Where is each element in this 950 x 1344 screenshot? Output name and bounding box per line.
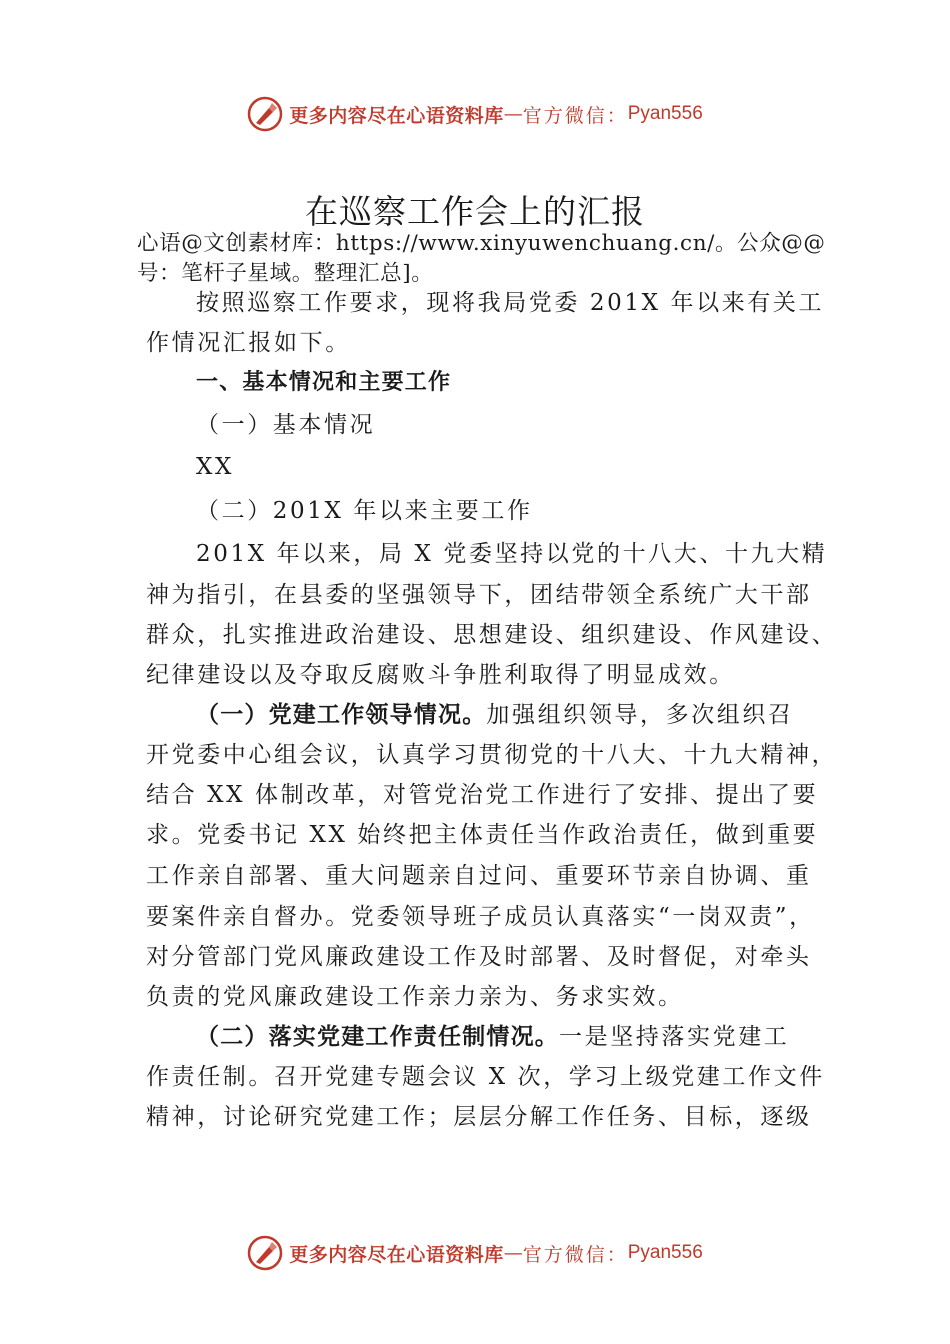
pen-nib-logo-icon [247, 1235, 283, 1271]
paragraph-line: 纪律建设以及夺取反腐败斗争胜利取得了明显成效。 [146, 662, 735, 688]
paragraph-line: 神为指引，在县委的坚强领导下，团结带领全系统广大干部 [146, 582, 812, 608]
paragraph-line: 精神，讨论研究党建工作；层层分解工作任务、目标，逐级 [146, 1104, 812, 1130]
intro-paragraph-line: 作情况汇报如下。 [146, 330, 351, 356]
paragraph-line: 开党委中心组会议，认真学习贯彻党的十八大、十九大精神， [146, 742, 838, 768]
subsection-heading: （一）基本情况 [196, 412, 376, 438]
document-title: 在巡察工作会上的汇报 [305, 192, 645, 231]
paragraph-line: 要案件亲自督办。党委领导班子成员认真落实“一岗双责”， [146, 904, 815, 930]
paragraph-bold-lead: （二）落实党建工作责任制情况。 [196, 1024, 559, 1050]
banner-separator: — [503, 1242, 523, 1264]
source-note-line: 心语@文创素材库：https://www.xinyuwenchuang.cn/。公众@@ [137, 231, 826, 256]
intro-paragraph-line: 按照巡察工作要求，现将我局党委 201X 年以来有关工 [196, 290, 825, 316]
banner-separator: — [503, 103, 523, 125]
banner-main-text: 更多内容尽在心语资料库 [289, 1243, 504, 1266]
header-watermark-banner [0, 94, 950, 134]
paragraph-line: 负责的党风廉政建设工作亲力亲为、务求实效。 [146, 984, 684, 1010]
banner-main-text: 更多内容尽在心语资料库 [289, 104, 504, 127]
paragraph-line: 201X 年以来，局 X 党委坚持以党的十八大、十九大精 [196, 541, 828, 567]
paragraph-text: 一是坚持落实党建工 [559, 1024, 790, 1050]
paragraph-line: 对分管部门党风廉政建设工作及时部署、及时督促，对牵头 [146, 944, 812, 970]
paragraph-bold-lead: （一）党建工作领导情况。 [196, 702, 487, 728]
paragraph-line [196, 1022, 789, 1052]
subsection-heading: （二）201X 年以来主要工作 [196, 498, 533, 524]
paragraph-line: 求。党委书记 XX 始终把主体责任当作政治责任，做到重要 [146, 822, 819, 848]
banner-wechat-id: Pyan556 [627, 1242, 703, 1263]
placeholder-text: XX [196, 454, 234, 480]
pen-nib-logo-icon [247, 96, 283, 132]
paragraph-line: 工作亲自部署、重大问题亲自过问、重要环节亲自协调、重 [146, 863, 812, 889]
paragraph-line: 群众，扎实推进政治建设、思想建设、组织建设、作风建设、 [146, 622, 838, 648]
paragraph-line: 结合 XX 体制改革，对管党治党工作进行了安排、提出了要 [146, 782, 819, 808]
paragraph-line [196, 700, 794, 730]
section-heading: 一、基本情况和主要工作 [196, 370, 452, 395]
footer-watermark-banner [0, 1233, 950, 1273]
banner-wechat-label: 官方微信： [522, 104, 628, 127]
paragraph-line: 作责任制。召开党建专题会议 X 次，学习上级党建工作文件 [146, 1064, 825, 1090]
source-note-line: 号：笔杆子星域。整理汇总]。 [137, 261, 434, 286]
banner-wechat-label: 官方微信： [522, 1243, 628, 1266]
paragraph-text: 加强组织领导，多次组织召 [486, 702, 794, 728]
banner-wechat-id: Pyan556 [627, 103, 703, 124]
